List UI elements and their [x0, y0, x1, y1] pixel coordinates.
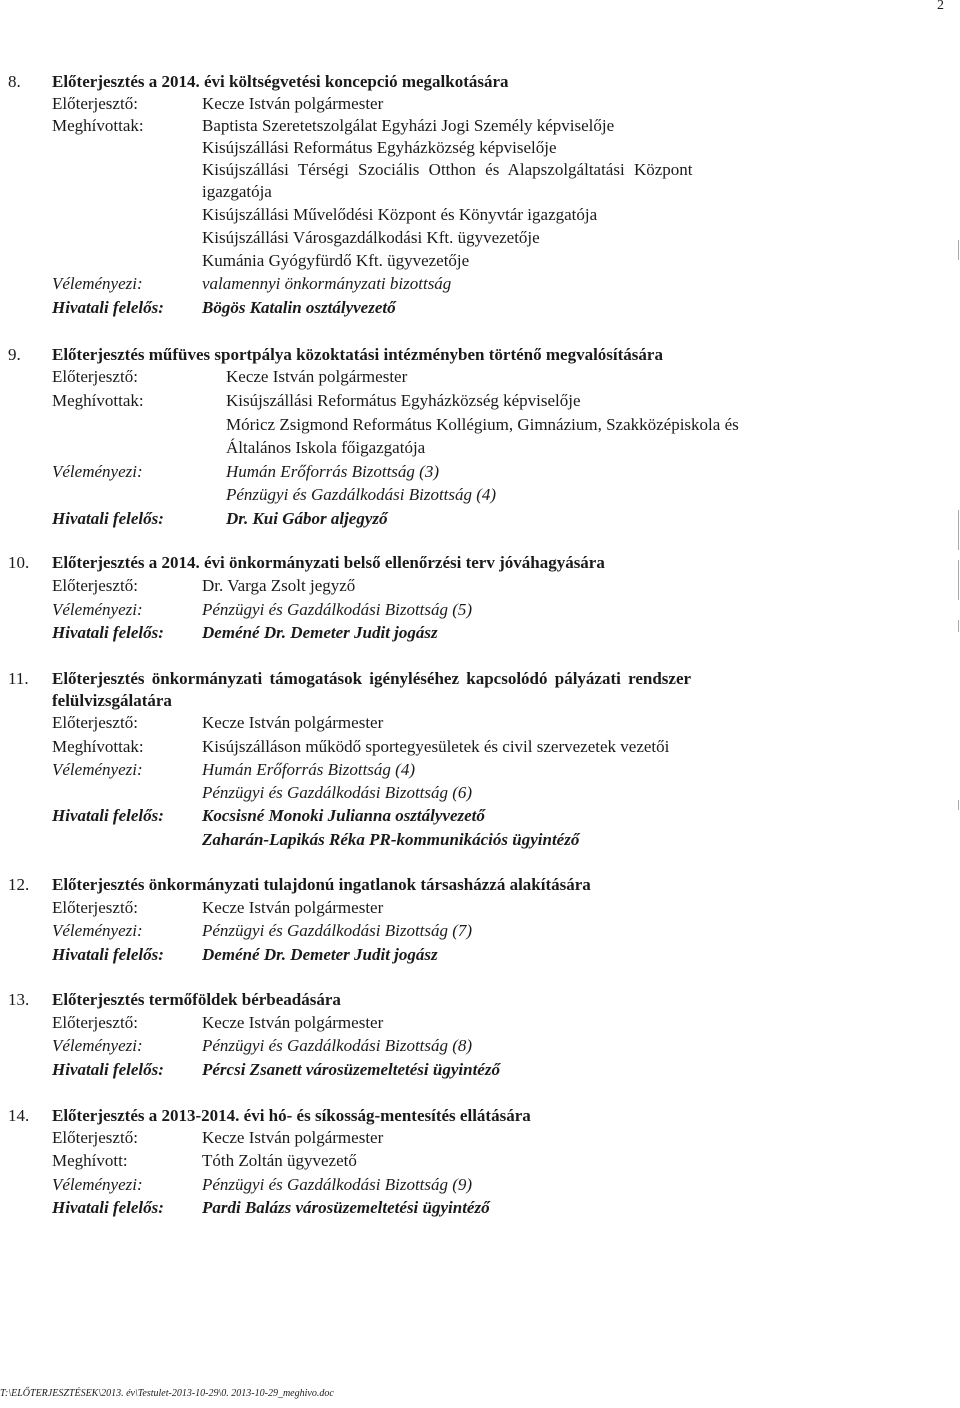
- invited-value: Kumánia Gyógyfürdő Kft. ügyvezetője: [202, 251, 470, 270]
- invited-value: Kisújszállási Térségi Szociális Otthon és Alapszolgáltatási Központ: [202, 160, 693, 179]
- presenter-value: Kecze István polgármester: [202, 1013, 384, 1032]
- invited-label: Meghívottak:: [52, 737, 144, 756]
- item-number: 12.: [8, 875, 30, 894]
- item-title: felülvizsgálatára: [52, 691, 172, 710]
- presenter-label: Előterjesztő:: [52, 367, 138, 386]
- presenter-value: Kecze István polgármester: [202, 1128, 384, 1147]
- opinion-label: Véleményezi:: [52, 760, 143, 779]
- opinion-value: Pénzügyi és Gazdálkodási Bizottság (5): [202, 600, 473, 619]
- invited-value: Baptista Szeretetszolgálat Egyházi Jogi Személy képviselője: [202, 116, 615, 135]
- opinion-label: Véleményezi:: [52, 1175, 143, 1194]
- opinion-value: Pénzügyi és Gazdálkodási Bizottság (9): [202, 1175, 473, 1194]
- responsible-label: Hivatali felelős:: [52, 806, 164, 825]
- opinion-label: Véleményezi:: [52, 462, 143, 481]
- item-number: 13.: [8, 990, 30, 1009]
- scan-mark: [958, 620, 959, 632]
- invited-value: Kisújszállási Városgazdálkodási Kft. ügyvezetője: [202, 228, 540, 247]
- scan-mark: [958, 240, 959, 260]
- presenter-value: Kecze István polgármester: [202, 898, 384, 917]
- responsible-value: Deméné Dr. Demeter Judit jogász: [202, 945, 438, 964]
- presenter-value: Dr. Varga Zsolt jegyző: [202, 576, 356, 595]
- invited-value: Általános Iskola főigazgatója: [226, 438, 426, 457]
- invited-value: Kisújszállási Református Egyházközség képviselője: [226, 391, 581, 410]
- invited-value: igazgatója: [202, 182, 272, 201]
- responsible-label: Hivatali felelős:: [52, 945, 164, 964]
- presenter-label: Előterjesztő:: [52, 713, 138, 732]
- responsible-value: Zaharán-Lapikás Réka PR-kommunikációs ügyintéző: [202, 830, 580, 849]
- item-number: 8.: [8, 72, 21, 91]
- opinion-label: Véleményezi:: [52, 921, 143, 940]
- opinion-value: Humán Erőforrás Bizottság (4): [202, 760, 415, 779]
- scan-mark: [958, 560, 959, 600]
- item-number: 14.: [8, 1106, 30, 1125]
- item-number: 11.: [8, 669, 29, 688]
- presenter-label: Előterjesztő:: [52, 1013, 138, 1032]
- opinion-label: Véleményezi:: [52, 1036, 143, 1055]
- responsible-value: Kocsisné Monoki Julianna osztályvezető: [202, 806, 485, 825]
- item-title: Előterjesztés műfüves sportpálya közoktatási intézményben történő megvalósítására: [52, 345, 663, 364]
- opinion-value: Pénzügyi és Gazdálkodási Bizottság (4): [226, 485, 497, 504]
- presenter-label: Előterjesztő:: [52, 898, 138, 917]
- opinion-value: Pénzügyi és Gazdálkodási Bizottság (8): [202, 1036, 473, 1055]
- responsible-value: Dr. Kui Gábor aljegyző: [226, 509, 388, 528]
- opinion-label: Véleményezi:: [52, 600, 143, 619]
- presenter-label: Előterjesztő:: [52, 94, 138, 113]
- responsible-value: Pardi Balázs városüzemeltetési ügyintéző: [202, 1198, 490, 1217]
- opinion-value: Humán Erőforrás Bizottság (3): [226, 462, 439, 481]
- responsible-label: Hivatali felelős:: [52, 509, 164, 528]
- opinion-value: Pénzügyi és Gazdálkodási Bizottság (6): [202, 783, 473, 802]
- responsible-value: Bögös Katalin osztályvezető: [202, 298, 396, 317]
- item-title: Előterjesztés önkormányzati tulajdonú ingatlanok társasházzá alakítására: [52, 875, 591, 894]
- presenter-value: Kecze István polgármester: [202, 94, 384, 113]
- presenter-value: Kecze István polgármester: [226, 367, 408, 386]
- responsible-label: Hivatali felelős:: [52, 298, 164, 317]
- item-title: Előterjesztés termőföldek bérbeadására: [52, 990, 341, 1009]
- item-number: 10.: [8, 553, 30, 572]
- item-title: Előterjesztés a 2013-2014. évi hó- és síkosság-mentesítés ellátására: [52, 1106, 531, 1125]
- responsible-label: Hivatali felelős:: [52, 1198, 164, 1217]
- invited-value: Kisújszállási Művelődési Központ és Könyvtár igazgatója: [202, 205, 598, 224]
- item-number: 9.: [8, 345, 21, 364]
- opinion-value: valamennyi önkormányzati bizottság: [202, 274, 452, 293]
- invited-label: Meghívottak:: [52, 116, 144, 135]
- invited-value: Kisújszállási Református Egyházközség képviselője: [202, 138, 557, 157]
- invited-value: Móricz Zsigmond Református Kollégium, Gimnázium, Szakközépiskola és: [226, 415, 739, 434]
- page-number: 2: [937, 0, 944, 13]
- file-path-footer: T:\ELŐTERJESZTÉSEK\2013. év\Testulet-2013-10-29\0. 2013-10-29_meghivo.doc: [0, 1388, 334, 1399]
- scan-mark: [958, 510, 959, 550]
- opinion-value: Pénzügyi és Gazdálkodási Bizottság (7): [202, 921, 473, 940]
- scan-mark: [958, 800, 959, 810]
- invited-label: Meghívottak:: [52, 391, 144, 410]
- responsible-value: Deméné Dr. Demeter Judit jogász: [202, 623, 438, 642]
- opinion-label: Véleményezi:: [52, 274, 143, 293]
- responsible-value: Pércsi Zsanett városüzemeltetési ügyintéző: [202, 1060, 500, 1079]
- responsible-label: Hivatali felelős:: [52, 623, 164, 642]
- presenter-value: Kecze István polgármester: [202, 713, 384, 732]
- responsible-label: Hivatali felelős:: [52, 1060, 164, 1079]
- presenter-label: Előterjesztő:: [52, 1128, 138, 1147]
- invited-value: Tóth Zoltán ügyvezető: [202, 1151, 357, 1170]
- invited-value: Kisújszálláson működő sportegyesületek és civil szervezetek vezetői: [202, 737, 670, 756]
- item-title: Előterjesztés a 2014. évi költségvetési koncepció megalkotására: [52, 72, 509, 91]
- presenter-label: Előterjesztő:: [52, 576, 138, 595]
- item-title: Előterjesztés a 2014. évi önkormányzati belső ellenőrzési terv jóváhagyására: [52, 553, 605, 572]
- invited-label: Meghívott:: [52, 1151, 128, 1170]
- item-title: Előterjesztés önkormányzati támogatások igényléséhez kapcsolódó pályázati rendszer: [52, 669, 692, 688]
